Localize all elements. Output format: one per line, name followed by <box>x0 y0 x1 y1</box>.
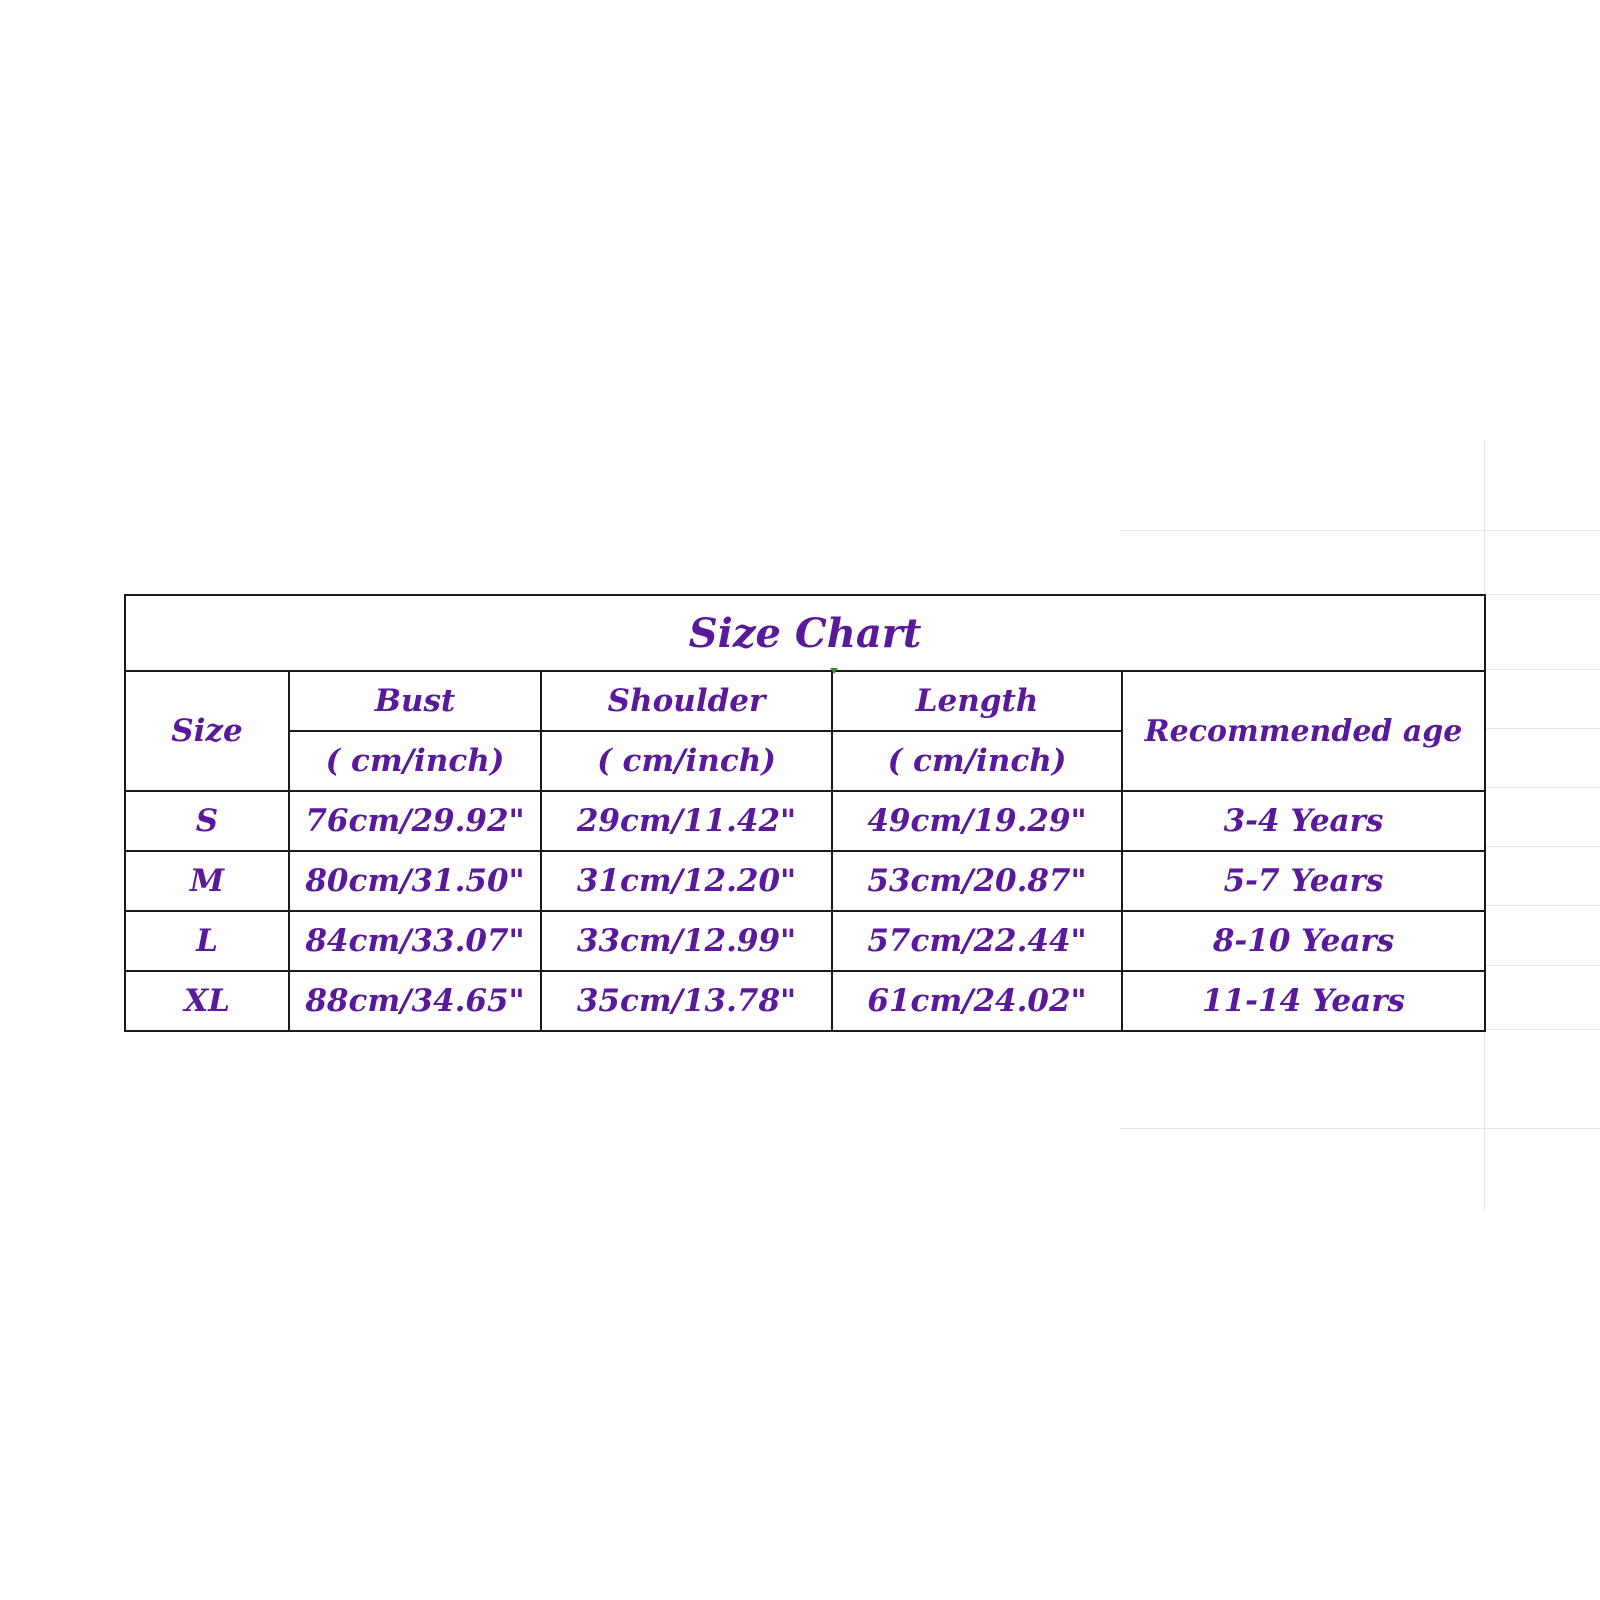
cell-length: 61cm/24.02" <box>832 971 1122 1031</box>
cell-age: 11-14 Years <box>1122 971 1485 1031</box>
faint-gridline <box>1484 594 1600 595</box>
faint-gridline <box>1484 669 1600 670</box>
faint-gridline <box>1120 1128 1600 1129</box>
cell-age: 5-7 Years <box>1122 851 1485 911</box>
cell-shoulder: 33cm/12.99" <box>541 911 832 971</box>
faint-gridline <box>1484 1029 1600 1030</box>
title-row <box>125 595 1485 671</box>
table-row <box>125 911 1485 971</box>
header-length-unit: ( cm/inch) <box>832 731 1122 791</box>
cell-size: S <box>125 791 289 851</box>
cell-length: 57cm/22.44" <box>832 911 1122 971</box>
cell-age: 8-10 Years <box>1122 911 1485 971</box>
cell-bust: 76cm/29.92" <box>289 791 541 851</box>
table-row <box>125 971 1485 1031</box>
faint-gridline <box>1484 728 1600 729</box>
faint-gridline <box>1120 530 1600 531</box>
cell-shoulder: 29cm/11.42" <box>541 791 832 851</box>
cell-bust: 88cm/34.65" <box>289 971 541 1031</box>
header-shoulder-unit: ( cm/inch) <box>541 731 832 791</box>
cell-size: M <box>125 851 289 911</box>
header-row <box>125 671 1485 731</box>
cell-comment-marker-icon <box>830 668 838 674</box>
cell-length: 53cm/20.87" <box>832 851 1122 911</box>
cell-age: 3-4 Years <box>1122 791 1485 851</box>
cell-size: XL <box>125 971 289 1031</box>
cell-shoulder: 31cm/12.20" <box>541 851 832 911</box>
table-title: Size Chart <box>125 595 1485 671</box>
cell-size: L <box>125 911 289 971</box>
cell-bust: 84cm/33.07" <box>289 911 541 971</box>
table-row <box>125 851 1485 911</box>
table-row <box>125 791 1485 851</box>
cell-bust: 80cm/31.50" <box>289 851 541 911</box>
faint-gridline <box>1484 846 1600 847</box>
cell-length: 49cm/19.29" <box>832 791 1122 851</box>
header-bust: Bust <box>289 671 541 731</box>
header-size: Size <box>125 671 289 791</box>
cell-shoulder: 35cm/13.78" <box>541 971 832 1031</box>
size-chart-table <box>124 594 1486 1032</box>
header-length: Length <box>832 671 1122 731</box>
faint-gridline <box>1484 965 1600 966</box>
header-shoulder: Shoulder <box>541 671 832 731</box>
faint-gridline <box>1484 905 1600 906</box>
header-bust-unit: ( cm/inch) <box>289 731 541 791</box>
header-recommended-age: Recommended age <box>1122 671 1485 791</box>
faint-gridline <box>1484 787 1600 788</box>
